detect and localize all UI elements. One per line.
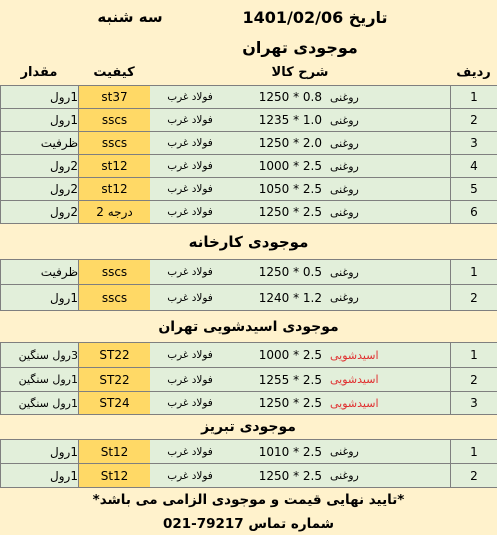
col-header-row: ردیف [456, 65, 491, 80]
row-amount: 1رول سنگین [0, 368, 78, 391]
table-row [0, 201, 497, 224]
table-row [0, 260, 497, 285]
row-number: 2 [450, 285, 497, 310]
row-type: اسیدشویی [330, 396, 379, 410]
row-quality: sscs [78, 132, 150, 154]
section-header-factory [0, 224, 497, 260]
section-header-tabriz [0, 415, 497, 440]
title-row [0, 34, 497, 60]
row-quality: st12 [78, 155, 150, 177]
row-manufacturer: فولاد غرب [167, 183, 213, 195]
row-quality: درجه 2 [78, 201, 150, 223]
row-number: 3 [450, 132, 497, 154]
row-quality: sscs [78, 109, 150, 131]
row-number: 6 [450, 201, 497, 223]
row-amount: 2رول [0, 178, 78, 200]
row-manufacturer: فولاد غرب [167, 349, 213, 361]
table-row [0, 464, 497, 488]
row-amount: 1رول [0, 285, 78, 310]
row-dimensions: 1235 * 1.0 [258, 113, 322, 127]
row-dimensions: 1250 * 2.5 [258, 396, 322, 410]
row-quality: sscs [78, 285, 150, 310]
row-type: روغنی [330, 205, 359, 219]
row-dimensions: 1250 * 2.5 [258, 205, 322, 219]
row-type: روغنی [330, 136, 359, 150]
row-amount: 2رول [0, 201, 78, 223]
row-type: روغنی [330, 90, 359, 104]
row-dimensions: 1000 * 2.5 [258, 348, 322, 362]
table-row [0, 368, 497, 392]
row-dimensions: 1250 * 0.5 [258, 265, 322, 279]
date-label: تاریخ 1401/02/06 [242, 7, 388, 27]
row-amount: 1رول [0, 440, 78, 463]
col-header-amount: مقدار [20, 65, 58, 80]
date-row [0, 0, 497, 34]
col-header-description: شرح کالا [271, 65, 329, 80]
table-row [0, 109, 497, 132]
row-type: روغنی [330, 469, 359, 482]
row-manufacturer: فولاد غرب [167, 469, 213, 482]
row-manufacturer: فولاد غرب [167, 206, 213, 218]
row-type: روغنی [330, 291, 359, 304]
row-dimensions: 1250 * 2.0 [258, 136, 322, 150]
day-label: سه شنبه [97, 8, 163, 26]
row-manufacturer: فولاد غرب [167, 114, 213, 126]
row-type: روغنی [330, 265, 359, 279]
row-type: روغنی [330, 182, 359, 196]
row-amount: ظرفیت [0, 260, 78, 284]
table-row [0, 343, 497, 368]
row-manufacturer: فولاد غرب [167, 160, 213, 172]
row-amount: ظرفیت [0, 132, 78, 154]
row-number: 1 [450, 86, 497, 108]
row-type: روغنی [330, 113, 359, 127]
row-manufacturer: فولاد غرب [167, 291, 213, 304]
row-dimensions: 1050 * 2.5 [258, 182, 322, 196]
row-dimensions: 1240 * 1.2 [258, 290, 322, 305]
row-type: اسیدشویی [330, 373, 379, 386]
row-amount: 2رول [0, 155, 78, 177]
row-number: 1 [450, 260, 497, 284]
row-number: 3 [450, 392, 497, 414]
section-header-pickled [0, 311, 497, 343]
section-title: موجودی کارخانه [188, 232, 309, 251]
column-header-row [0, 60, 497, 86]
footer [0, 488, 497, 535]
row-manufacturer: فولاد غرب [167, 445, 213, 458]
row-amount: 1رول سنگین [0, 392, 78, 414]
col-header-quality: کیفیت [93, 65, 135, 80]
table-row [0, 440, 497, 464]
table-row [0, 178, 497, 201]
row-quality: ST22 [78, 343, 150, 367]
section-title: موجودی اسیدشویی تهران [158, 318, 339, 335]
table-row [0, 155, 497, 178]
row-dimensions: 1255 * 2.5 [258, 372, 322, 387]
row-amount: 1رول [0, 464, 78, 487]
row-quality: sscs [78, 260, 150, 284]
footer-note: *تایید نهایی قیمت و موجودی الزامی می باشد* [92, 492, 405, 508]
row-dimensions: 1010 * 2.5 [258, 444, 322, 459]
table-row [0, 392, 497, 415]
row-quality: st37 [78, 86, 150, 108]
row-number: 1 [450, 440, 497, 463]
row-manufacturer: فولاد غرب [167, 137, 213, 149]
row-type: روغنی [330, 159, 359, 173]
row-quality: St12 [78, 440, 150, 463]
row-amount: 1رول [0, 109, 78, 131]
row-number: 2 [450, 368, 497, 391]
table-row [0, 132, 497, 155]
table-row [0, 86, 497, 109]
row-quality: St12 [78, 464, 150, 487]
page-title: موجودی تهران [242, 37, 358, 57]
row-number: 4 [450, 155, 497, 177]
row-type: روغنی [330, 445, 359, 458]
row-type: اسیدشویی [330, 348, 379, 362]
row-manufacturer: فولاد غرب [167, 91, 213, 103]
row-manufacturer: فولاد غرب [167, 266, 213, 278]
row-manufacturer: فولاد غرب [167, 373, 213, 386]
row-dimensions: 1250 * 2.5 [258, 468, 322, 483]
row-dimensions: 1000 * 2.5 [258, 159, 322, 173]
row-quality: st12 [78, 178, 150, 200]
row-quality: ST22 [78, 368, 150, 391]
row-amount: 1رول [0, 86, 78, 108]
row-number: 2 [450, 464, 497, 487]
table-row [0, 285, 497, 311]
row-number: 5 [450, 178, 497, 200]
row-amount: 3رول سنگین [0, 343, 78, 367]
row-number: 2 [450, 109, 497, 131]
row-dimensions: 1250 * 0.8 [258, 90, 322, 104]
row-number: 1 [450, 343, 497, 367]
row-quality: ST24 [78, 392, 150, 414]
section-title: موجودی تبریز [201, 419, 296, 435]
row-manufacturer: فولاد غرب [167, 397, 213, 409]
footer-phone: شماره تماس 79217-021 [162, 515, 335, 532]
